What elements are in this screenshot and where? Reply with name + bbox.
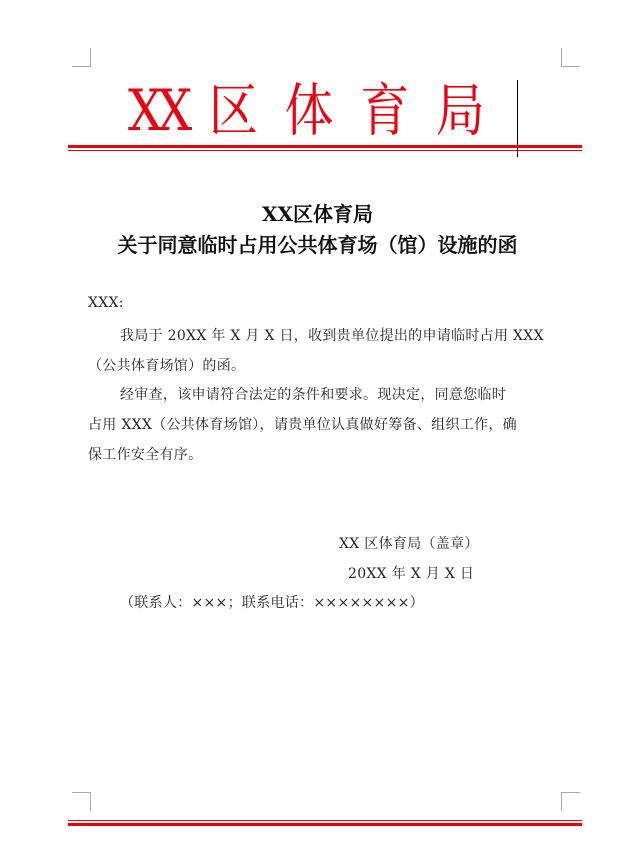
body-line: 保工作安全有序。: [88, 447, 203, 463]
letterhead-char: 体: [284, 78, 334, 144]
salutation: XXX:: [88, 295, 124, 311]
letterhead-char: X: [128, 78, 163, 144]
margin-mark-top-right: [561, 48, 580, 67]
red-rule-top-thick: [68, 145, 582, 148]
contact-info: （联系人：×××；联系电话：××××××××）: [120, 595, 424, 611]
document-subtitle: 关于同意临时占用公共体育场（馆）设施的函: [117, 233, 518, 257]
margin-mark-bottom-right: [561, 792, 580, 811]
letterhead-char: 区: [208, 78, 258, 144]
body-line: 我局于 20XX 年 X 月 X 日，收到贵单位提出的申请临时占用 XXX: [120, 328, 544, 344]
red-letterhead: [128, 76, 489, 146]
letterhead-char: 育: [360, 78, 410, 144]
body-line: （公共体育场馆）的函。: [88, 358, 246, 374]
signature-date: 20XX 年 X 月 X 日: [348, 566, 475, 582]
letterhead-char: X: [157, 78, 193, 144]
margin-mark-bottom-left: [72, 792, 91, 811]
document-title: XX区体育局: [261, 202, 374, 226]
red-rule-bottom-thick: [68, 823, 582, 826]
red-rule-bottom-thin: [68, 820, 582, 821]
red-rule-top-thin: [68, 150, 582, 151]
letterhead-char: 局: [435, 78, 485, 144]
signature-org: XX 区体育局（盖章）: [339, 536, 479, 552]
body-line: 占用 XXX（公共体育场馆），请贵单位认真做好筹备、组织工作，确: [88, 417, 517, 433]
body-line: 经审查，该申请符合法定的条件和要求。现决定，同意您临时: [120, 387, 507, 403]
margin-mark-top-left: [72, 48, 91, 67]
